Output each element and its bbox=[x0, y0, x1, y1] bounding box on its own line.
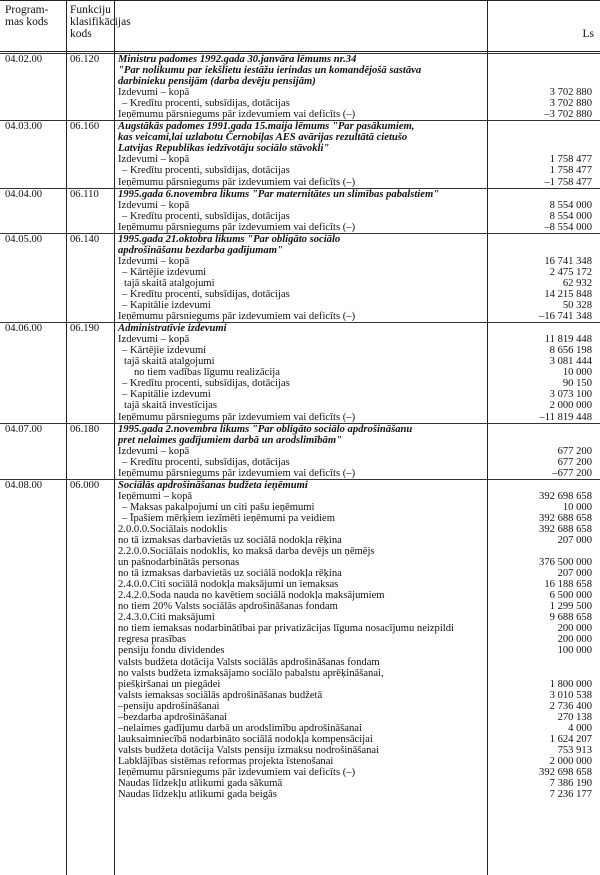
table-row bbox=[0, 345, 600, 356]
row-label: 2.0.0.0.Sociālais nodoklis bbox=[118, 523, 228, 535]
row-label: tajā skaitā atalgojumi bbox=[124, 356, 215, 368]
row-label: valsts iemaksas sociālās apdrošināšanas budžetā bbox=[118, 689, 323, 701]
row-label: Izdevumi – kopā bbox=[118, 87, 190, 99]
table-row bbox=[0, 143, 600, 154]
table-row bbox=[0, 412, 600, 423]
amount-cell: 2 475 172 bbox=[549, 266, 592, 278]
row-label: Ieņēmumu pārsniegums pār izdevumiem vai deficīts (–) bbox=[118, 221, 356, 233]
amount-cell: –3 702 880 bbox=[544, 109, 592, 121]
amount-cell: 3 702 880 bbox=[549, 98, 592, 110]
table-row bbox=[0, 513, 600, 524]
table-row bbox=[0, 154, 600, 165]
row-label: – Īpašiem mērķiem iezīmēti ieņēmumi pa veidiem bbox=[122, 512, 335, 524]
amount-cell: 100 000 bbox=[557, 645, 592, 657]
table-row bbox=[0, 568, 600, 579]
amount-cell: 8 554 000 bbox=[549, 199, 592, 211]
row-label: – Maksas pakalpojumi un citi pašu ieņēmumi bbox=[122, 501, 315, 513]
function-code-cell: 06.190 bbox=[70, 323, 100, 335]
table-row bbox=[0, 457, 600, 468]
amount-cell: –8 554 000 bbox=[544, 221, 592, 233]
amount-cell: 3 081 444 bbox=[549, 356, 592, 368]
amount-cell: 1 624 207 bbox=[549, 733, 592, 745]
amount-cell: 200 000 bbox=[557, 634, 592, 646]
table-row bbox=[0, 378, 600, 389]
amount-cell: 9 688 658 bbox=[549, 612, 592, 624]
amount-cell: 7 236 177 bbox=[549, 789, 592, 801]
function-code-cell: 06.120 bbox=[70, 54, 100, 65]
header-rule bbox=[0, 51, 600, 52]
row-label: piešķiršanai un piegādei bbox=[118, 678, 221, 690]
row-label: Ieņēmumu pārsniegums pār izdevumiem vai deficīts (–) bbox=[118, 311, 356, 323]
amount-cell: 10 000 bbox=[562, 501, 592, 513]
amount-cell: 7 386 190 bbox=[549, 778, 592, 790]
amount-cell: 392 698 658 bbox=[539, 767, 592, 778]
row-label: pensiju fondu dividendes bbox=[118, 645, 225, 657]
table-row bbox=[0, 65, 600, 76]
row-label: no tiem iemaksas nodarbinātībai par privatizācijas līguma nosacījumu neizpildi bbox=[118, 623, 454, 635]
table-row bbox=[0, 267, 600, 278]
amount-cell: 50 328 bbox=[562, 300, 592, 312]
function-code-header: Funkciju klasifikācijas kods bbox=[70, 4, 131, 40]
table-row bbox=[0, 367, 600, 378]
row-label: Naudas līdzekļu atlikumi gada beigās bbox=[118, 789, 277, 801]
table-row bbox=[0, 524, 600, 535]
row-label: – Kapitālie izdevumi bbox=[122, 300, 211, 312]
table-row bbox=[0, 745, 600, 756]
table-row bbox=[0, 491, 600, 502]
amount-cell: 6 500 000 bbox=[549, 590, 592, 602]
table-row bbox=[0, 712, 600, 723]
table-row bbox=[0, 53, 600, 65]
table-row bbox=[0, 645, 600, 656]
amount-cell: 8 656 198 bbox=[549, 345, 592, 357]
row-label: valsts budžeta dotācija Valsts pensiju izmaksu nodrošināšanai bbox=[118, 744, 380, 756]
amount-cell: 90 150 bbox=[562, 378, 592, 390]
amount-cell: 11 819 448 bbox=[544, 334, 592, 346]
table-row bbox=[0, 601, 600, 612]
table-row bbox=[0, 535, 600, 546]
amount-cell: 3 073 100 bbox=[549, 389, 592, 401]
row-label: pret nelaimes gadījumiem darbā un arodslimībām" bbox=[118, 434, 342, 446]
table-row bbox=[0, 723, 600, 734]
table-row bbox=[0, 289, 600, 300]
amount-cell: 392 698 658 bbox=[539, 490, 592, 502]
row-label: – Kredītu procenti, subsīdijas, dotācijas bbox=[122, 210, 290, 222]
row-label: 2.2.0.0.Sociālais nodoklis, ko maksā darba devējs un ņēmējs bbox=[118, 546, 375, 558]
row-label: Izdevumi – kopā bbox=[118, 199, 190, 211]
amount-cell: 14 215 848 bbox=[544, 288, 592, 300]
table-row bbox=[0, 278, 600, 289]
function-code-cell: 06.180 bbox=[70, 423, 100, 435]
amount-cell: 1 758 477 bbox=[549, 165, 592, 177]
row-label: Labklājības sistēmas reformas projekta īstenošanai bbox=[118, 755, 334, 767]
amount-cell: 3 010 538 bbox=[549, 689, 592, 701]
amount-cell: 62 932 bbox=[562, 277, 592, 289]
row-label: Ieņēmumu pārsniegums pār izdevumiem vai deficīts (–) bbox=[118, 467, 356, 479]
amount-cell: –11 819 448 bbox=[539, 411, 592, 423]
program-code-cell: 04.07.00 bbox=[5, 423, 43, 435]
row-label: no tiem vadības līgumu realizācija bbox=[134, 367, 280, 379]
function-code-cell: 06.000 bbox=[70, 479, 100, 491]
table-row bbox=[0, 423, 600, 435]
amount-cell: 16 741 348 bbox=[544, 255, 592, 267]
amount-cell: 677 200 bbox=[557, 456, 592, 468]
row-label: 1995.gada 6.novembra likums "Par maternitātes un slimības pabalstiem" bbox=[118, 188, 440, 200]
table-row bbox=[0, 623, 600, 634]
table-row bbox=[0, 87, 600, 98]
row-label: Izdevumi – kopā bbox=[118, 255, 190, 267]
table-row bbox=[0, 400, 600, 411]
table-row bbox=[0, 222, 600, 233]
table-row bbox=[0, 679, 600, 690]
row-label: Ieņēmumu pārsniegums pār izdevumiem vai deficīts (–) bbox=[118, 767, 356, 778]
amount-cell: 4 000 bbox=[568, 722, 592, 734]
row-label: Ieņēmumu pārsniegums pār izdevumiem vai deficīts (–) bbox=[118, 176, 356, 188]
table-row bbox=[0, 211, 600, 222]
row-label: regresa prasības bbox=[118, 634, 186, 646]
program-code-cell: 04.02.00 bbox=[5, 54, 43, 65]
table-row bbox=[0, 233, 600, 245]
amount-cell: 2 000 000 bbox=[549, 400, 592, 412]
table-row bbox=[0, 767, 600, 778]
row-label: Augstākās padomes 1991.gada 15.maija lēmums "Par pasākumiem, bbox=[118, 121, 415, 133]
table-row bbox=[0, 479, 600, 491]
table-body bbox=[0, 53, 600, 800]
table-row bbox=[0, 98, 600, 109]
amount-cell: 1 758 477 bbox=[549, 154, 592, 166]
amount-cell: –1 758 477 bbox=[544, 176, 592, 188]
row-label: un pašnodarbinātās personas bbox=[118, 557, 240, 569]
row-label: Ministru padomes 1992.gada 30.janvāra lēmums nr.34 bbox=[118, 54, 357, 65]
table-row bbox=[0, 356, 600, 367]
table-row bbox=[0, 132, 600, 143]
table-row bbox=[0, 778, 600, 789]
function-code-cell: 06.110 bbox=[70, 188, 99, 200]
row-label: no tiem 20% Valsts sociālās apdrošināšanas fondam bbox=[118, 601, 338, 613]
table-row bbox=[0, 657, 600, 668]
table-row bbox=[0, 502, 600, 513]
amount-cell: 16 188 658 bbox=[544, 579, 592, 591]
row-label: –bezdarba apdrošināšanai bbox=[118, 711, 228, 723]
row-label: Izdevumi – kopā bbox=[118, 154, 190, 166]
row-label: tajā skaitā investīcijas bbox=[124, 400, 217, 412]
amount-cell: 1 800 000 bbox=[549, 678, 592, 690]
row-label: 1995.gada 2.novembra likums "Par obligāto sociālo apdrošināšanu bbox=[118, 423, 413, 435]
row-label: Latvijas Republikas iedzīvotāju sociālo stāvokli" bbox=[118, 143, 330, 155]
table-row bbox=[0, 322, 600, 334]
row-label: kas veicami,lai uzlabotu Černobiļas AES avārijas rezultātā cietušo bbox=[118, 132, 408, 144]
row-label: "Par nolikumu par iekšlietu iestāžu ierindas un komandējošā sastāva bbox=[118, 65, 422, 77]
table-row bbox=[0, 789, 600, 800]
row-label: no valsts budžeta izmaksājamo sociālo pabalstu aprēķināšanai, bbox=[118, 667, 384, 679]
table-row bbox=[0, 177, 600, 188]
table-row bbox=[0, 120, 600, 132]
program-code-cell: 04.04.00 bbox=[5, 188, 43, 200]
row-label: no tā izmaksas darbavietās uz sociālā nodokļa rēķina bbox=[118, 535, 342, 547]
table-row bbox=[0, 109, 600, 120]
row-label: tajā skaitā atalgojumi bbox=[124, 277, 215, 289]
amount-cell: –16 741 348 bbox=[539, 311, 592, 323]
table-row bbox=[0, 446, 600, 457]
row-label: – Kredītu procenti, subsīdijas, dotācijas bbox=[122, 288, 290, 300]
amount-cell: 8 554 000 bbox=[549, 210, 592, 222]
row-label: Administratīvie izdevumi bbox=[118, 323, 227, 335]
table-row bbox=[0, 76, 600, 87]
table-row bbox=[0, 334, 600, 345]
amount-cell: 270 138 bbox=[557, 711, 592, 723]
top-rule bbox=[0, 0, 600, 1]
row-label: apdrošināšanu bezdarba gadījumam" bbox=[118, 244, 283, 256]
amount-cell: 1 299 500 bbox=[549, 601, 592, 613]
row-label: – Kredītu procenti, subsīdijas, dotācijas bbox=[122, 165, 290, 177]
program-code-cell: 04.08.00 bbox=[5, 479, 43, 491]
row-label: Ieņēmumi – kopā bbox=[118, 490, 193, 502]
amount-cell: 677 200 bbox=[557, 445, 592, 457]
table-row bbox=[0, 590, 600, 601]
amount-cell: 2 000 000 bbox=[549, 755, 592, 767]
table-row bbox=[0, 690, 600, 701]
row-label: – Kārtējie izdevumi bbox=[122, 266, 207, 278]
row-label: 2.4.3.0.Citi maksājumi bbox=[118, 612, 215, 624]
table-row bbox=[0, 634, 600, 645]
table-row bbox=[0, 579, 600, 590]
table-row bbox=[0, 300, 600, 311]
amount-cell: –677 200 bbox=[552, 467, 592, 479]
amount-cell: 2 736 400 bbox=[549, 700, 592, 712]
row-label: – Kredītu procenti, subsīdijas, dotācijas bbox=[122, 98, 290, 110]
table-row bbox=[0, 435, 600, 446]
currency-header: Ls bbox=[582, 28, 594, 40]
function-code-cell: 06.160 bbox=[70, 121, 100, 133]
table-row bbox=[0, 557, 600, 568]
row-label: –pensiju apdrošināšanai bbox=[118, 700, 220, 712]
row-label: Ieņēmumu pārsniegums pār izdevumiem vai deficīts (–) bbox=[118, 109, 356, 121]
row-label: Izdevumi – kopā bbox=[118, 445, 190, 457]
amount-cell: 392 688 658 bbox=[539, 512, 592, 524]
table-row bbox=[0, 468, 600, 479]
row-label: valsts budžeta dotācija Valsts sociālās apdrošināšanas fondam bbox=[118, 656, 380, 668]
row-label: lauksaimniecībā nodarbināto sociālā nodokļa kompensācijai bbox=[118, 733, 373, 745]
amount-cell: 10 000 bbox=[562, 367, 592, 379]
row-label: 2.4.2.0.Soda nauda no kavētiem sociālā nodokļa maksājumiem bbox=[118, 590, 385, 602]
table-row bbox=[0, 256, 600, 267]
row-label: Naudas līdzekļu atlikumi gada sākumā bbox=[118, 778, 283, 790]
row-label: 2.4.0.0.Citi sociālā nodokļa maksājumi un iemaksas bbox=[118, 579, 339, 591]
table-row bbox=[0, 756, 600, 767]
table-row bbox=[0, 165, 600, 176]
row-label: no tā izmaksas darbavietās uz sociālā nodokļa rēķina bbox=[118, 568, 342, 580]
row-label: – Kredītu procenti, subsīdijas, dotācijas bbox=[122, 456, 290, 468]
amount-cell: 207 000 bbox=[557, 568, 592, 580]
amount-cell: 392 688 658 bbox=[539, 523, 592, 535]
program-code-cell: 04.03.00 bbox=[5, 121, 43, 133]
table-header bbox=[0, 0, 600, 52]
table-row bbox=[0, 546, 600, 557]
table-row bbox=[0, 734, 600, 745]
table-row bbox=[0, 245, 600, 256]
program-code-cell: 04.05.00 bbox=[5, 233, 43, 245]
function-code-cell: 06.140 bbox=[70, 233, 100, 245]
row-label: 1995.gada 21.oktobra likums "Par obligāto sociālo bbox=[118, 233, 341, 245]
row-label: Ieņēmumu pārsniegums pār izdevumiem vai deficīts (–) bbox=[118, 411, 356, 423]
table-row bbox=[0, 200, 600, 211]
row-label: Sociālās apdrošināšanas budžeta ieņēmumi bbox=[118, 479, 308, 491]
row-label: darbinieku pensijām (darba devēju pensijām) bbox=[118, 76, 316, 88]
table-row bbox=[0, 701, 600, 712]
row-label: – Kredītu procenti, subsīdijas, dotācijas bbox=[122, 378, 290, 390]
table-row bbox=[0, 668, 600, 679]
row-label: – Kapitālie izdevumi bbox=[122, 389, 211, 401]
table-row bbox=[0, 612, 600, 623]
amount-cell: 376 500 000 bbox=[539, 557, 592, 569]
table-row bbox=[0, 389, 600, 400]
amount-cell: 753 913 bbox=[557, 744, 592, 756]
row-label: –nelaimes gadījumu darbā un arodslimību apdrošināšanai bbox=[118, 722, 362, 734]
table-row bbox=[0, 188, 600, 200]
amount-cell: 200 000 bbox=[557, 623, 592, 635]
amount-cell: 3 702 880 bbox=[549, 87, 592, 99]
program-code-cell: 04.06.00 bbox=[5, 323, 43, 335]
table-row bbox=[0, 311, 600, 322]
amount-cell: 207 000 bbox=[557, 535, 592, 547]
program-code-header: Program- mas kods bbox=[5, 4, 49, 28]
row-label: Izdevumi – kopā bbox=[118, 334, 190, 346]
row-label: – Kārtējie izdevumi bbox=[122, 345, 207, 357]
